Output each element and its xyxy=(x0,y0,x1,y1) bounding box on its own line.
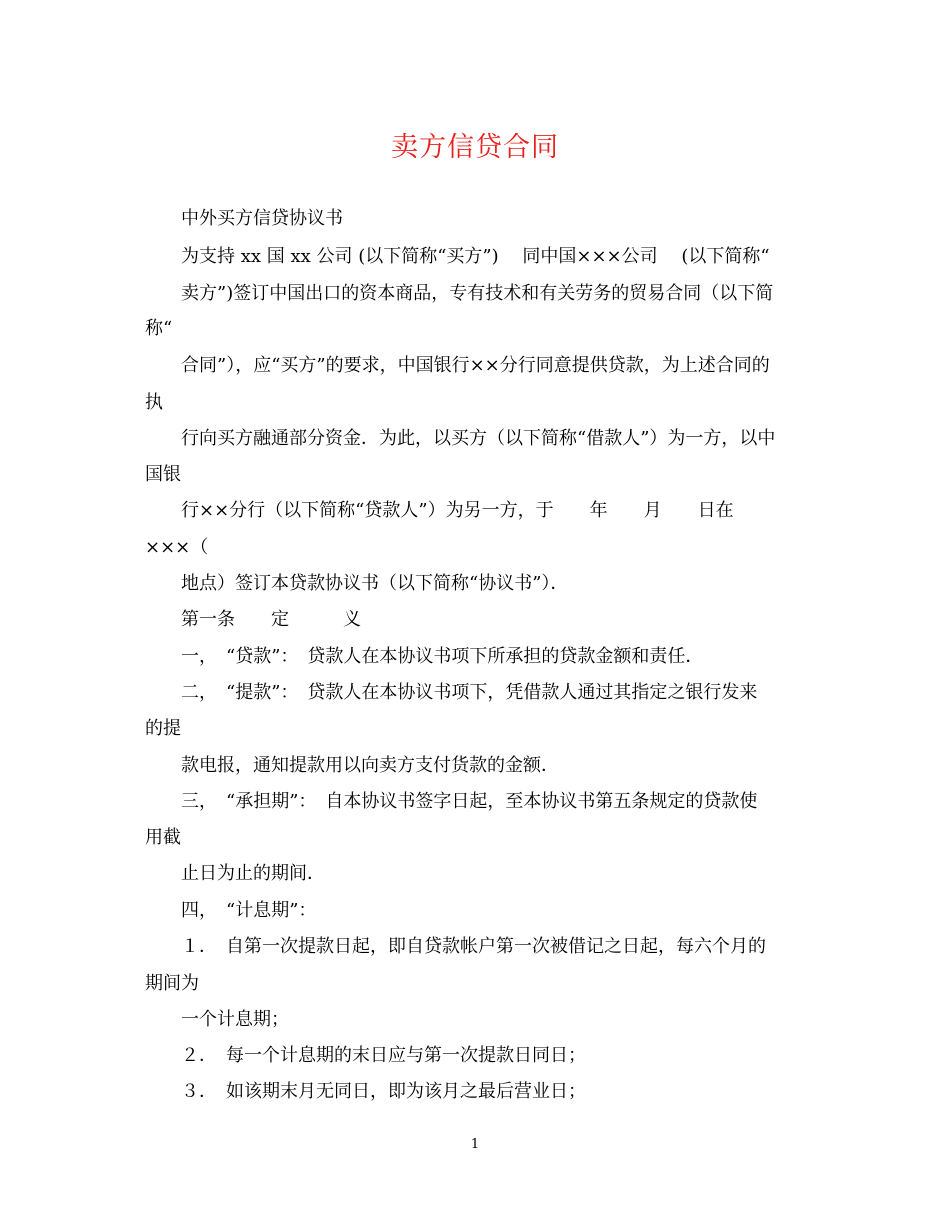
text-line: 的提 xyxy=(145,718,181,739)
text-line: 行××分行（以下简称“贷款人”）为另一方，于 年 月 日在 xyxy=(181,500,734,521)
document-title: 卖方信贷合同 xyxy=(391,132,559,163)
text-line: 称“ xyxy=(145,318,173,339)
text-line: 地点）签订本贷款协议书（以下简称“协议书”）． xyxy=(181,573,569,594)
text-line: 用截 xyxy=(145,827,181,848)
text-line: ×××（ xyxy=(145,537,209,558)
text-line: 四， “计息期”： xyxy=(181,900,317,921)
text-line: 三， “承担期”： 自本协议书签字日起，至本协议书第五条规定的贷款使 xyxy=(181,791,758,812)
text-line: 合同”），应“买方”的要求，中国银行××分行同意提供贷款，为上述合同的 xyxy=(181,355,770,376)
text-line: 款电报，通知提款用以向卖方支付货款的金额． xyxy=(181,755,559,776)
text-line: 为支持 xx 国 xx 公司 (以下简称“买方”) 同中国×××公司 (以下简称“ xyxy=(181,246,770,267)
text-line: 期间为 xyxy=(145,973,199,994)
article-heading: 第一条 定 义 xyxy=(181,609,361,630)
text-line: ３． 如该期末月无同日，即为该月之最后营业日； xyxy=(181,1081,586,1102)
text-line: 一， “贷款”： 贷款人在本协议书项下所承担的贷款金额和责任． xyxy=(181,646,704,667)
page-number: 1 xyxy=(470,1137,480,1152)
text-line: 行向买方融通部分资金．为此，以买方（以下简称“借款人”）为一方，以中 xyxy=(181,428,776,449)
text-line: 中外买方信贷协议书 xyxy=(181,208,343,229)
text-line: 执 xyxy=(145,392,163,413)
text-line: 国银 xyxy=(145,464,181,485)
text-line: ２． 每一个计息期的末日应与第一次提款日同日； xyxy=(181,1045,586,1066)
text-line: 止日为止的期间． xyxy=(181,863,325,884)
text-line: 一个计息期； xyxy=(181,1009,289,1030)
text-line: 卖方”)签订中国出口的资本商品，专有技术和有关劳务的贸易合同（以下简 xyxy=(181,283,774,304)
text-line: １． 自第一次提款日起，即自贷款帐户第一次被借记之日起，每六个月的 xyxy=(181,936,766,957)
text-line: 二， “提款”： 贷款人在本协议书项下，凭借款人通过其指定之银行发来 xyxy=(181,682,758,703)
